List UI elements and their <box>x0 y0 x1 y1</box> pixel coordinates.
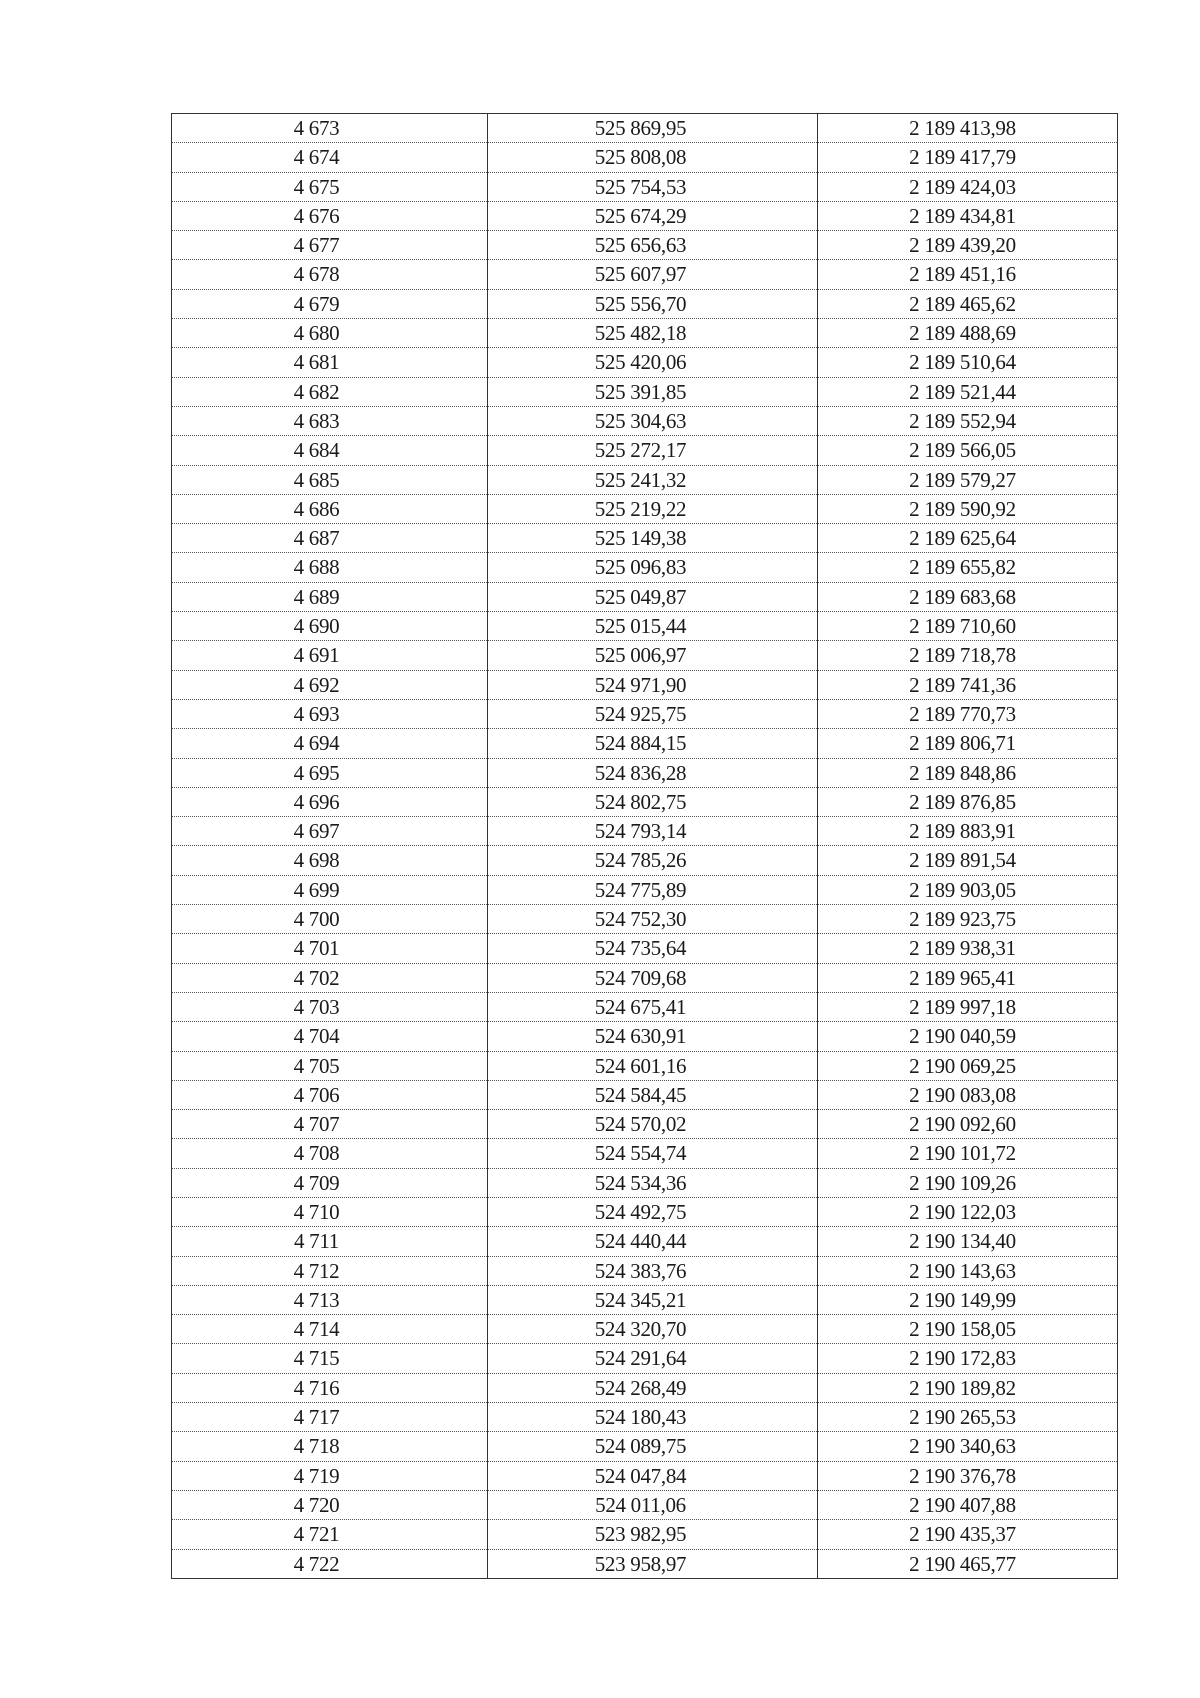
x-coordinate-cell: 525 272,17 <box>488 436 818 465</box>
x-coordinate-cell: 523 982,95 <box>488 1520 818 1549</box>
table-row <box>172 1403 1118 1432</box>
y-coordinate-cell: 2 190 149,99 <box>818 1285 1118 1314</box>
x-coordinate-cell: 524 011,06 <box>488 1490 818 1519</box>
y-coordinate-cell: 2 189 434,81 <box>818 201 1118 230</box>
point-number-cell: 4 703 <box>172 992 488 1021</box>
y-coordinate-cell: 2 189 938,31 <box>818 934 1118 963</box>
y-coordinate-cell: 2 189 883,91 <box>818 817 1118 846</box>
table-row <box>172 1168 1118 1197</box>
y-coordinate-cell: 2 190 083,08 <box>818 1080 1118 1109</box>
y-coordinate-cell: 2 189 997,18 <box>818 992 1118 1021</box>
table-row <box>172 787 1118 816</box>
y-coordinate-cell: 2 189 510,64 <box>818 348 1118 377</box>
point-number-cell: 4 720 <box>172 1490 488 1519</box>
table-row <box>172 114 1118 143</box>
table-row <box>172 992 1118 1021</box>
table-row <box>172 934 1118 963</box>
x-coordinate-cell: 524 601,16 <box>488 1051 818 1080</box>
x-coordinate-cell: 525 607,97 <box>488 260 818 289</box>
x-coordinate-cell: 525 049,87 <box>488 582 818 611</box>
table-row <box>172 172 1118 201</box>
table-row <box>172 612 1118 641</box>
coordinates-table-body <box>172 114 1118 1579</box>
table-row <box>172 1490 1118 1519</box>
table-row <box>172 1051 1118 1080</box>
x-coordinate-cell: 525 674,29 <box>488 201 818 230</box>
table-row <box>172 1344 1118 1373</box>
point-number-cell: 4 677 <box>172 231 488 260</box>
x-coordinate-cell: 525 656,63 <box>488 231 818 260</box>
table-row <box>172 1080 1118 1109</box>
point-number-cell: 4 701 <box>172 934 488 963</box>
y-coordinate-cell: 2 189 488,69 <box>818 319 1118 348</box>
point-number-cell: 4 714 <box>172 1315 488 1344</box>
point-number-cell: 4 698 <box>172 846 488 875</box>
x-coordinate-cell: 524 630,91 <box>488 1022 818 1051</box>
table-row <box>172 817 1118 846</box>
x-coordinate-cell: 524 793,14 <box>488 817 818 846</box>
x-coordinate-cell: 524 047,84 <box>488 1461 818 1490</box>
y-coordinate-cell: 2 189 625,64 <box>818 524 1118 553</box>
point-number-cell: 4 675 <box>172 172 488 201</box>
point-number-cell: 4 683 <box>172 406 488 435</box>
point-number-cell: 4 712 <box>172 1256 488 1285</box>
y-coordinate-cell: 2 189 891,54 <box>818 846 1118 875</box>
table-row <box>172 1197 1118 1226</box>
point-number-cell: 4 711 <box>172 1227 488 1256</box>
x-coordinate-cell: 524 268,49 <box>488 1373 818 1402</box>
table-row <box>172 143 1118 172</box>
point-number-cell: 4 694 <box>172 729 488 758</box>
y-coordinate-cell: 2 189 806,71 <box>818 729 1118 758</box>
point-number-cell: 4 707 <box>172 1110 488 1139</box>
point-number-cell: 4 699 <box>172 875 488 904</box>
y-coordinate-cell: 2 189 710,60 <box>818 612 1118 641</box>
x-coordinate-cell: 525 149,38 <box>488 524 818 553</box>
table-row <box>172 377 1118 406</box>
point-number-cell: 4 700 <box>172 905 488 934</box>
point-number-cell: 4 697 <box>172 817 488 846</box>
x-coordinate-cell: 524 971,90 <box>488 670 818 699</box>
table-row <box>172 1256 1118 1285</box>
x-coordinate-cell: 524 752,30 <box>488 905 818 934</box>
y-coordinate-cell: 2 189 579,27 <box>818 465 1118 494</box>
table-row <box>172 1110 1118 1139</box>
y-coordinate-cell: 2 190 265,53 <box>818 1403 1118 1432</box>
point-number-cell: 4 673 <box>172 114 488 143</box>
point-number-cell: 4 690 <box>172 612 488 641</box>
point-number-cell: 4 687 <box>172 524 488 553</box>
y-coordinate-cell: 2 190 109,26 <box>818 1168 1118 1197</box>
point-number-cell: 4 709 <box>172 1168 488 1197</box>
table-row <box>172 846 1118 875</box>
table-row <box>172 1315 1118 1344</box>
point-number-cell: 4 715 <box>172 1344 488 1373</box>
x-coordinate-cell: 524 884,15 <box>488 729 818 758</box>
point-number-cell: 4 721 <box>172 1520 488 1549</box>
x-coordinate-cell: 524 534,36 <box>488 1168 818 1197</box>
x-coordinate-cell: 524 675,41 <box>488 992 818 1021</box>
table-row <box>172 524 1118 553</box>
y-coordinate-cell: 2 190 069,25 <box>818 1051 1118 1080</box>
table-row <box>172 875 1118 904</box>
y-coordinate-cell: 2 190 122,03 <box>818 1197 1118 1226</box>
point-number-cell: 4 718 <box>172 1432 488 1461</box>
y-coordinate-cell: 2 189 903,05 <box>818 875 1118 904</box>
x-coordinate-cell: 525 482,18 <box>488 319 818 348</box>
table-row <box>172 1227 1118 1256</box>
y-coordinate-cell: 2 189 417,79 <box>818 143 1118 172</box>
point-number-cell: 4 693 <box>172 699 488 728</box>
point-number-cell: 4 682 <box>172 377 488 406</box>
table-row <box>172 963 1118 992</box>
table-row <box>172 582 1118 611</box>
table-row <box>172 201 1118 230</box>
y-coordinate-cell: 2 190 189,82 <box>818 1373 1118 1402</box>
table-row <box>172 319 1118 348</box>
x-coordinate-cell: 525 096,83 <box>488 553 818 582</box>
y-coordinate-cell: 2 190 143,63 <box>818 1256 1118 1285</box>
point-number-cell: 4 704 <box>172 1022 488 1051</box>
point-number-cell: 4 689 <box>172 582 488 611</box>
y-coordinate-cell: 2 190 465,77 <box>818 1549 1118 1578</box>
y-coordinate-cell: 2 189 876,85 <box>818 787 1118 816</box>
y-coordinate-cell: 2 190 435,37 <box>818 1520 1118 1549</box>
point-number-cell: 4 686 <box>172 494 488 523</box>
table-row <box>172 1285 1118 1314</box>
table-row <box>172 905 1118 934</box>
table-row <box>172 436 1118 465</box>
x-coordinate-cell: 524 802,75 <box>488 787 818 816</box>
y-coordinate-cell: 2 189 552,94 <box>818 406 1118 435</box>
y-coordinate-cell: 2 190 040,59 <box>818 1022 1118 1051</box>
point-number-cell: 4 722 <box>172 1549 488 1578</box>
y-coordinate-cell: 2 189 451,16 <box>818 260 1118 289</box>
x-coordinate-cell: 525 754,53 <box>488 172 818 201</box>
x-coordinate-cell: 524 089,75 <box>488 1432 818 1461</box>
point-number-cell: 4 691 <box>172 641 488 670</box>
table-row <box>172 1432 1118 1461</box>
y-coordinate-cell: 2 189 718,78 <box>818 641 1118 670</box>
point-number-cell: 4 708 <box>172 1139 488 1168</box>
point-number-cell: 4 685 <box>172 465 488 494</box>
x-coordinate-cell: 524 785,26 <box>488 846 818 875</box>
y-coordinate-cell: 2 190 134,40 <box>818 1227 1118 1256</box>
table-row <box>172 231 1118 260</box>
table-row <box>172 1520 1118 1549</box>
y-coordinate-cell: 2 190 101,72 <box>818 1139 1118 1168</box>
point-number-cell: 4 710 <box>172 1197 488 1226</box>
y-coordinate-cell: 2 189 465,62 <box>818 289 1118 318</box>
point-number-cell: 4 696 <box>172 787 488 816</box>
point-number-cell: 4 702 <box>172 963 488 992</box>
y-coordinate-cell: 2 189 741,36 <box>818 670 1118 699</box>
table-row <box>172 348 1118 377</box>
y-coordinate-cell: 2 189 424,03 <box>818 172 1118 201</box>
point-number-cell: 4 680 <box>172 319 488 348</box>
point-number-cell: 4 705 <box>172 1051 488 1080</box>
point-number-cell: 4 688 <box>172 553 488 582</box>
table-row <box>172 641 1118 670</box>
point-number-cell: 4 681 <box>172 348 488 377</box>
point-number-cell: 4 676 <box>172 201 488 230</box>
point-number-cell: 4 713 <box>172 1285 488 1314</box>
x-coordinate-cell: 524 492,75 <box>488 1197 818 1226</box>
y-coordinate-cell: 2 189 965,41 <box>818 963 1118 992</box>
coordinates-table <box>171 113 1118 1579</box>
table-row <box>172 553 1118 582</box>
point-number-cell: 4 719 <box>172 1461 488 1490</box>
x-coordinate-cell: 524 383,76 <box>488 1256 818 1285</box>
y-coordinate-cell: 2 190 340,63 <box>818 1432 1118 1461</box>
y-coordinate-cell: 2 189 848,86 <box>818 758 1118 787</box>
x-coordinate-cell: 524 584,45 <box>488 1080 818 1109</box>
y-coordinate-cell: 2 189 521,44 <box>818 377 1118 406</box>
x-coordinate-cell: 524 925,75 <box>488 699 818 728</box>
x-coordinate-cell: 524 709,68 <box>488 963 818 992</box>
point-number-cell: 4 684 <box>172 436 488 465</box>
point-number-cell: 4 716 <box>172 1373 488 1402</box>
x-coordinate-cell: 524 345,21 <box>488 1285 818 1314</box>
y-coordinate-cell: 2 189 566,05 <box>818 436 1118 465</box>
x-coordinate-cell: 524 570,02 <box>488 1110 818 1139</box>
table-row <box>172 1139 1118 1168</box>
x-coordinate-cell: 524 836,28 <box>488 758 818 787</box>
table-row <box>172 289 1118 318</box>
y-coordinate-cell: 2 190 158,05 <box>818 1315 1118 1344</box>
y-coordinate-cell: 2 189 683,68 <box>818 582 1118 611</box>
y-coordinate-cell: 2 189 590,92 <box>818 494 1118 523</box>
y-coordinate-cell: 2 189 413,98 <box>818 114 1118 143</box>
x-coordinate-cell: 525 304,63 <box>488 406 818 435</box>
y-coordinate-cell: 2 189 439,20 <box>818 231 1118 260</box>
x-coordinate-cell: 523 958,97 <box>488 1549 818 1578</box>
y-coordinate-cell: 2 190 376,78 <box>818 1461 1118 1490</box>
table-row <box>172 494 1118 523</box>
y-coordinate-cell: 2 189 923,75 <box>818 905 1118 934</box>
x-coordinate-cell: 525 219,22 <box>488 494 818 523</box>
x-coordinate-cell: 525 808,08 <box>488 143 818 172</box>
table-row <box>172 260 1118 289</box>
x-coordinate-cell: 524 180,43 <box>488 1403 818 1432</box>
point-number-cell: 4 692 <box>172 670 488 699</box>
table-row <box>172 1373 1118 1402</box>
table-row <box>172 699 1118 728</box>
table-row <box>172 1549 1118 1578</box>
x-coordinate-cell: 524 554,74 <box>488 1139 818 1168</box>
x-coordinate-cell: 524 775,89 <box>488 875 818 904</box>
x-coordinate-cell: 525 241,32 <box>488 465 818 494</box>
y-coordinate-cell: 2 189 655,82 <box>818 553 1118 582</box>
table-row <box>172 758 1118 787</box>
y-coordinate-cell: 2 190 172,83 <box>818 1344 1118 1373</box>
table-row <box>172 406 1118 435</box>
x-coordinate-cell: 525 556,70 <box>488 289 818 318</box>
x-coordinate-cell: 525 006,97 <box>488 641 818 670</box>
x-coordinate-cell: 525 015,44 <box>488 612 818 641</box>
point-number-cell: 4 706 <box>172 1080 488 1109</box>
table-row <box>172 670 1118 699</box>
point-number-cell: 4 695 <box>172 758 488 787</box>
table-row <box>172 1022 1118 1051</box>
table-row <box>172 1461 1118 1490</box>
x-coordinate-cell: 524 735,64 <box>488 934 818 963</box>
y-coordinate-cell: 2 189 770,73 <box>818 699 1118 728</box>
point-number-cell: 4 717 <box>172 1403 488 1432</box>
y-coordinate-cell: 2 190 092,60 <box>818 1110 1118 1139</box>
x-coordinate-cell: 524 291,64 <box>488 1344 818 1373</box>
point-number-cell: 4 678 <box>172 260 488 289</box>
x-coordinate-cell: 525 869,95 <box>488 114 818 143</box>
table-row <box>172 729 1118 758</box>
point-number-cell: 4 679 <box>172 289 488 318</box>
x-coordinate-cell: 524 440,44 <box>488 1227 818 1256</box>
y-coordinate-cell: 2 190 407,88 <box>818 1490 1118 1519</box>
table-row <box>172 465 1118 494</box>
x-coordinate-cell: 524 320,70 <box>488 1315 818 1344</box>
x-coordinate-cell: 525 391,85 <box>488 377 818 406</box>
point-number-cell: 4 674 <box>172 143 488 172</box>
x-coordinate-cell: 525 420,06 <box>488 348 818 377</box>
